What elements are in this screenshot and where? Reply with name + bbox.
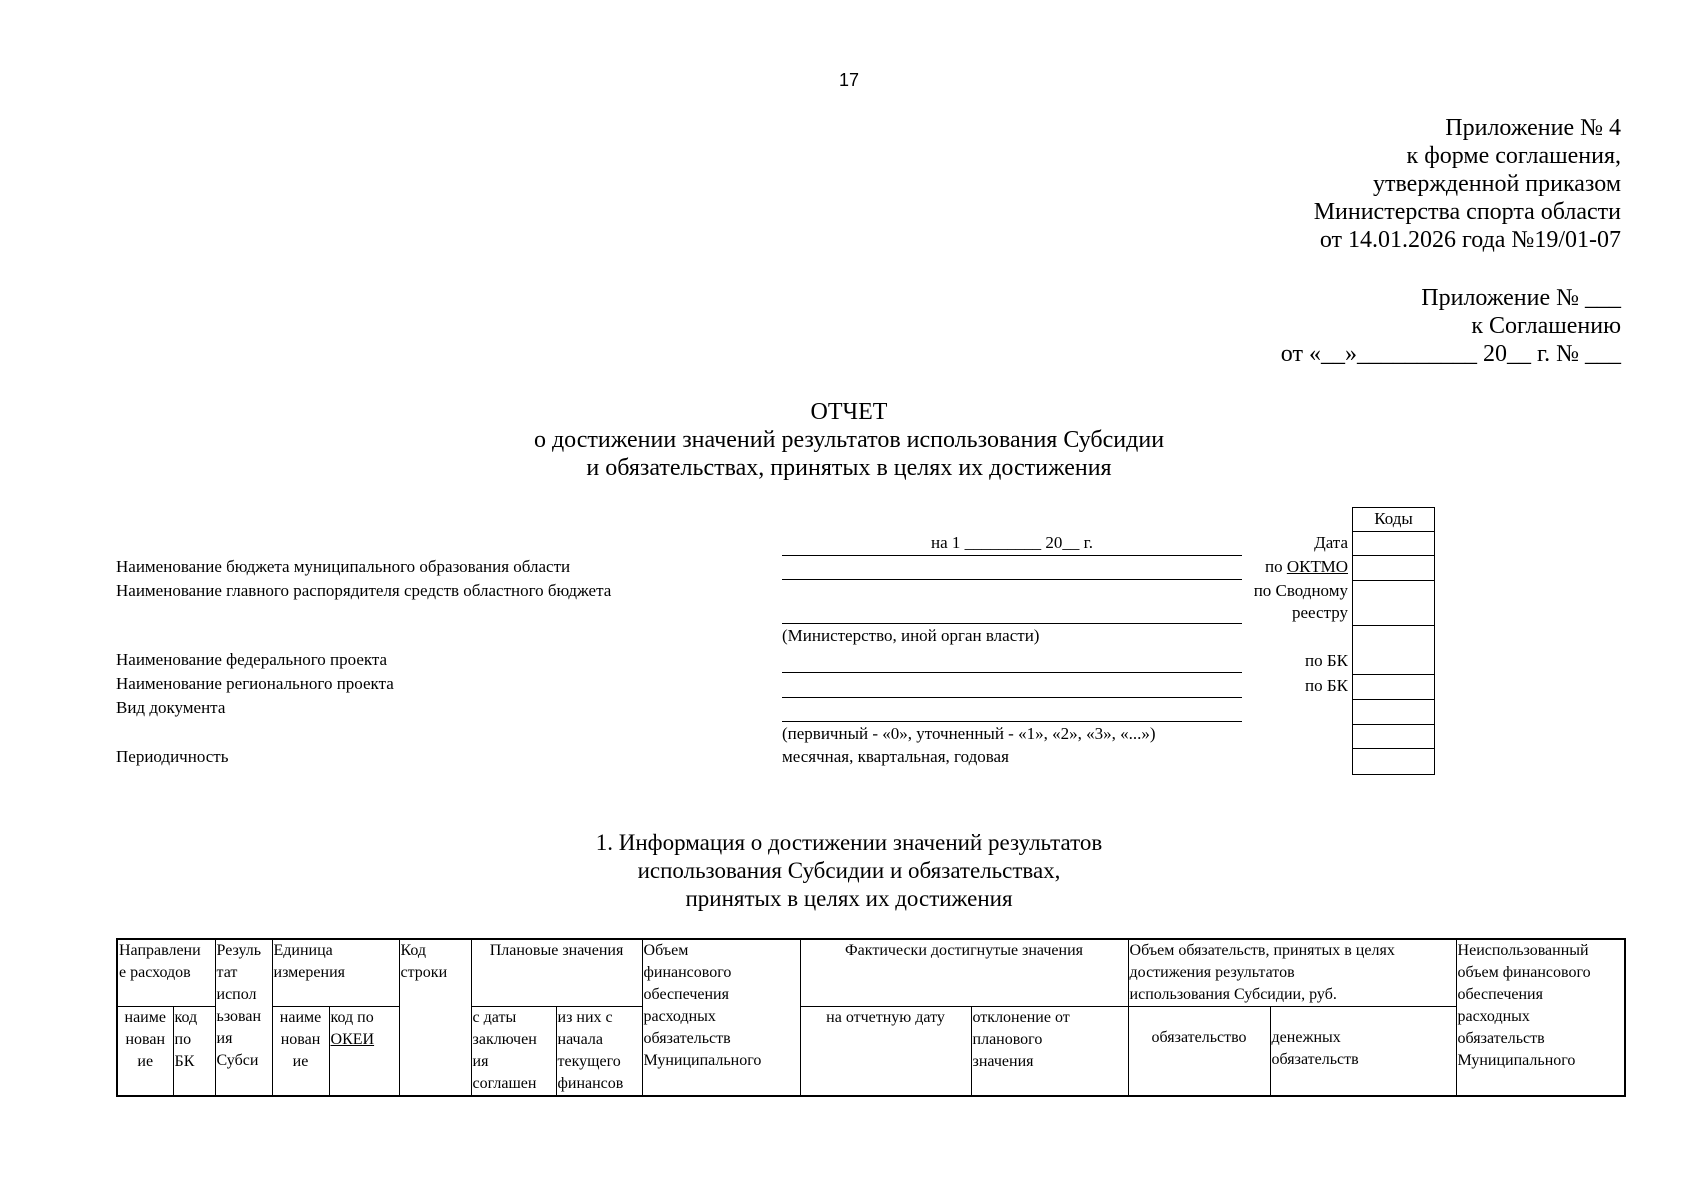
th-plan-of-which: из них с начала текущего финансов xyxy=(556,1007,642,1097)
report-subtitle-line: о достижении значений результатов использования Субсидии xyxy=(533,427,1165,453)
fed-bk-label: по БК xyxy=(1305,651,1348,670)
date-code-label: Дата xyxy=(1314,533,1348,552)
codes-box xyxy=(1352,507,1435,775)
th-unit-name: наиме нован ие xyxy=(272,1007,329,1097)
doc-type-label: Вид документа xyxy=(116,698,226,717)
period-label: Периодичность xyxy=(116,747,229,766)
report-title xyxy=(0,398,1698,482)
section-1-title-line: принятых в целях их достижения xyxy=(685,886,1013,911)
appendix-main-line: к форме соглашения, xyxy=(1406,143,1621,169)
th-row-code: Код строки xyxy=(399,939,471,1096)
th-result: Резуль тат испол ьзован ия Субси xyxy=(215,939,272,1096)
th-oblig-obligation: обязательство xyxy=(1128,1007,1270,1097)
th-plan-from-date: с даты заключен ия соглашен xyxy=(471,1007,556,1097)
code-cell-date[interactable] xyxy=(1353,531,1434,555)
code-cell-reg-bk[interactable] xyxy=(1353,674,1434,699)
section-1-title-line: 1. Информация о достижении значений результатов xyxy=(595,830,1103,855)
budget-name-field[interactable] xyxy=(782,579,1242,580)
fed-project-field[interactable] xyxy=(782,672,1242,673)
svod-code-label: по Сводному xyxy=(1253,581,1348,600)
section-1-title-line: использования Субсидии и обязательствах, xyxy=(637,858,1061,883)
reg-project-label: Наименование регионального проекта xyxy=(116,674,394,693)
th-fin-volume: Объем финансового обеспечения расходных обязательств Муниципального xyxy=(642,939,800,1096)
appendix-main-line: утвержденной приказом xyxy=(1372,171,1621,197)
th-unit: Единица измерения xyxy=(272,939,399,1007)
oktmo-code-label: по ОКТМО xyxy=(1264,557,1348,576)
th-planned: Плановые значения xyxy=(471,939,642,1007)
th-direction: Направлени е расходов xyxy=(117,939,215,1007)
code-cell-doc-type[interactable] xyxy=(1353,699,1434,724)
doc-type-field[interactable] xyxy=(782,721,1242,722)
th-actual: Фактически достигнутые значения xyxy=(800,939,1128,1007)
code-cell-oktmo[interactable] xyxy=(1353,555,1434,580)
th-oblig-monetary: денежных обязательств xyxy=(1270,1007,1456,1097)
code-cell-extra[interactable] xyxy=(1353,724,1434,748)
th-actual-report-date: на отчетную дату xyxy=(800,1007,971,1097)
reg-bk-label: по БК xyxy=(1305,676,1348,695)
doc-type-note: (первичный - «0», уточненный - «1», «2», «3», «...») xyxy=(782,724,1156,743)
section-1-title xyxy=(0,829,1698,913)
report-subtitle-line: и обязательствах, принятых в целях их достижения xyxy=(586,455,1112,481)
th-unit-code: код по ОКЕИ xyxy=(329,1007,399,1097)
appendix-agreement-line: к Соглашению xyxy=(1471,313,1621,339)
svod-code-label-2: реестру xyxy=(1292,603,1348,622)
report-date-line: на 1 _________ 20__ г. xyxy=(931,533,1093,552)
reg-project-field[interactable] xyxy=(782,697,1242,698)
appendix-main-block xyxy=(1314,114,1621,254)
report-heading: ОТЧЕТ xyxy=(810,399,888,425)
fed-project-label: Наименование федерального проекта xyxy=(116,650,388,669)
manager-name-label: Наименование главного распорядителя средств областного бюджета xyxy=(116,581,612,600)
th-unused: Неиспользованный объем финансового обеспечения расходных обязательств Муниципального xyxy=(1456,939,1625,1096)
period-value: месячная, квартальная, годовая xyxy=(782,747,1009,766)
page-number: 17 xyxy=(838,70,860,90)
th-actual-deviation: отклонение от планового значения xyxy=(971,1007,1128,1097)
th-obligations: Объем обязательств, принятых в целях достижения результатов использования Субсидии, руб. xyxy=(1128,939,1456,1007)
th-dir-name: наиме нован ие xyxy=(117,1007,173,1097)
manager-name-field[interactable] xyxy=(782,623,1242,624)
code-cell-period[interactable] xyxy=(1353,748,1434,774)
appendix-agreement-line: от «__»__________ 20__ г. № ___ xyxy=(1280,341,1621,367)
th-dir-code: код по БК xyxy=(173,1007,215,1097)
ministry-note: (Министерство, иной орган власти) xyxy=(782,626,1040,645)
results-table xyxy=(116,938,1626,1097)
appendix-main-line: Приложение № 4 xyxy=(1445,115,1621,141)
code-cell-svod[interactable] xyxy=(1353,580,1434,625)
budget-name-label: Наименование бюджета муниципального образования области xyxy=(116,557,571,576)
appendix-main-line: Министерства спорта области xyxy=(1313,199,1621,225)
appendix-agreement-line: Приложение № ___ xyxy=(1421,285,1621,311)
appendix-main-line: от 14.01.2026 года №19/01-07 xyxy=(1319,227,1621,253)
appendix-agreement-block xyxy=(1281,284,1621,368)
code-cell-fed-bk[interactable] xyxy=(1353,625,1434,674)
codes-title: Коды xyxy=(1374,509,1413,528)
date-underline xyxy=(782,555,1242,556)
